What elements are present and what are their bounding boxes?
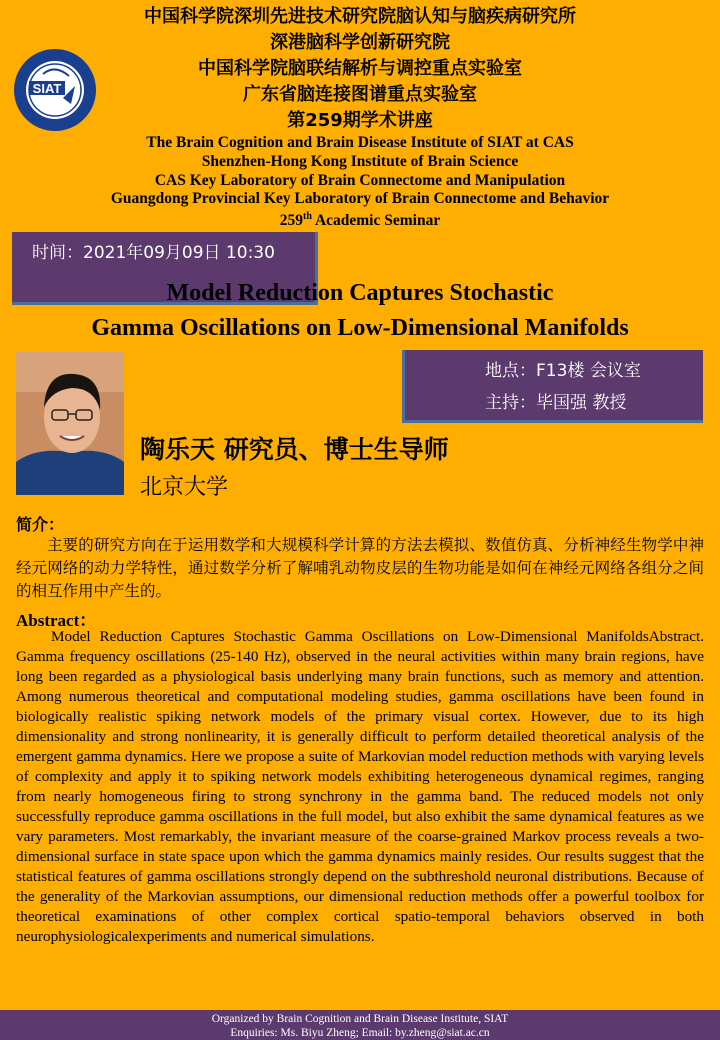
event-host: 主持：毕国强 教授 (485, 393, 627, 413)
header-cn-line-1: 中国科学院深圳先进技术研究院脑认知与脑疾病研究所 (144, 6, 576, 27)
event-time: 时间：2021年09月09日 10:30 (32, 243, 275, 263)
speaker-name: 陶乐天 研究员、博士生导师 (140, 435, 449, 464)
header-cn-line-3: 中国科学院脑联结解析与调控重点实验室 (198, 58, 522, 79)
abstract-heading: Abstract： (16, 611, 97, 630)
location-host-box (402, 350, 703, 423)
talk-title-line-2: Gamma Oscillations on Low-Dimensional Manifolds (91, 315, 629, 341)
abstract-text: Model Reduction Captures Stochastic Gamma Oscillations on Low-Dimensional ManifoldsAbstract. Gamma frequency oscillations (25-140 Hz), observed in the neural activities within many brain regions, have long been regarded as a physiological basis underlying many brain functions, such as memory and attention. Among numerous theoretical and computational modeling studies, gamma oscillations have been found in biologically realistic spiking network models of the primary visual cortex. However, due to its high dimensionality and strong nonlinearity, it is generally difficult to perform detailed theoretical analysis of the emergent gamma dynamics. Here we propose a suite of Markovian model reduction methods with varying levels of complexity and apply it to spiking network models exhibiting heterogeneous dynamical regimes, ranging from nearly homogeneous firing to strong synchrony in the gamma band. The reduced models not only successfully reproduce gamma oscillations in the full model, but also exhibit the same dynamical features as we vary parameters. Most remarkably, the invariant measure of the coarse-grained Markov process reveals a two-dimensional surface in state space upon which the gamma dynamics mainly resides. Our results suggest that the statistical features of gamma oscillations strongly depend on the subthreshold neuronal distributions. Because of the generality of the Markovian assumptions, our dimensional reduction methods offer a powerful toolbox for theoretical examinations of other complex cortical spatio-temporal behaviors observed in both neurophysiologicalexperiments and numerical simulations. (16, 628, 704, 945)
header-en-line-1: The Brain Cognition and Brain Disease Institute of SIAT at CAS (146, 134, 574, 151)
siat-logo (13, 48, 97, 132)
header-en-seminar: 259th Academic Seminar (279, 211, 441, 230)
header-cn-line-2: 深港脑科学创新研究院 (270, 32, 450, 53)
header-en-line-2: Shenzhen-Hong Kong Institute of Brain Science (201, 153, 519, 170)
intro-text: 主要的研究方向在于运用数学和大规模科学计算的方法去模拟、数值仿真、分析神经生物学中神经元网络的动力学特性，通过数学分析了解哺乳动物皮层的生物功能是如何在神经元网络各组分之间的相互作用中产生的。 (16, 536, 704, 600)
footer (0, 1010, 720, 1040)
header-en-line-4: Guangdong Provincial Key Laboratory of Brain Connectome and Behavior (110, 190, 610, 207)
speaker-affiliation: 北京大学 (140, 475, 229, 500)
header-cn-line-5: 第259期学术讲座 (287, 110, 433, 131)
svg-text:SIAT: SIAT (32, 81, 62, 96)
intro-heading: 简介： (16, 515, 65, 534)
header-en-line-3: CAS Key Laboratory of Brain Connectome and Manipulation (154, 172, 566, 189)
footer-enquiries: Enquiries: Ms. Biyu Zheng; Email: by.zheng@siat.ac.cn (230, 1027, 490, 1039)
footer-organizer: Organized by Brain Cognition and Brain Disease Institute, SIAT (211, 1013, 509, 1025)
event-location: 地点：F13楼 会议室 (485, 361, 641, 381)
talk-title-line-1: Model Reduction Captures Stochastic (166, 280, 554, 306)
header-cn-line-4: 广东省脑连接图谱重点实验室 (243, 84, 477, 105)
speaker-photo (16, 352, 124, 495)
